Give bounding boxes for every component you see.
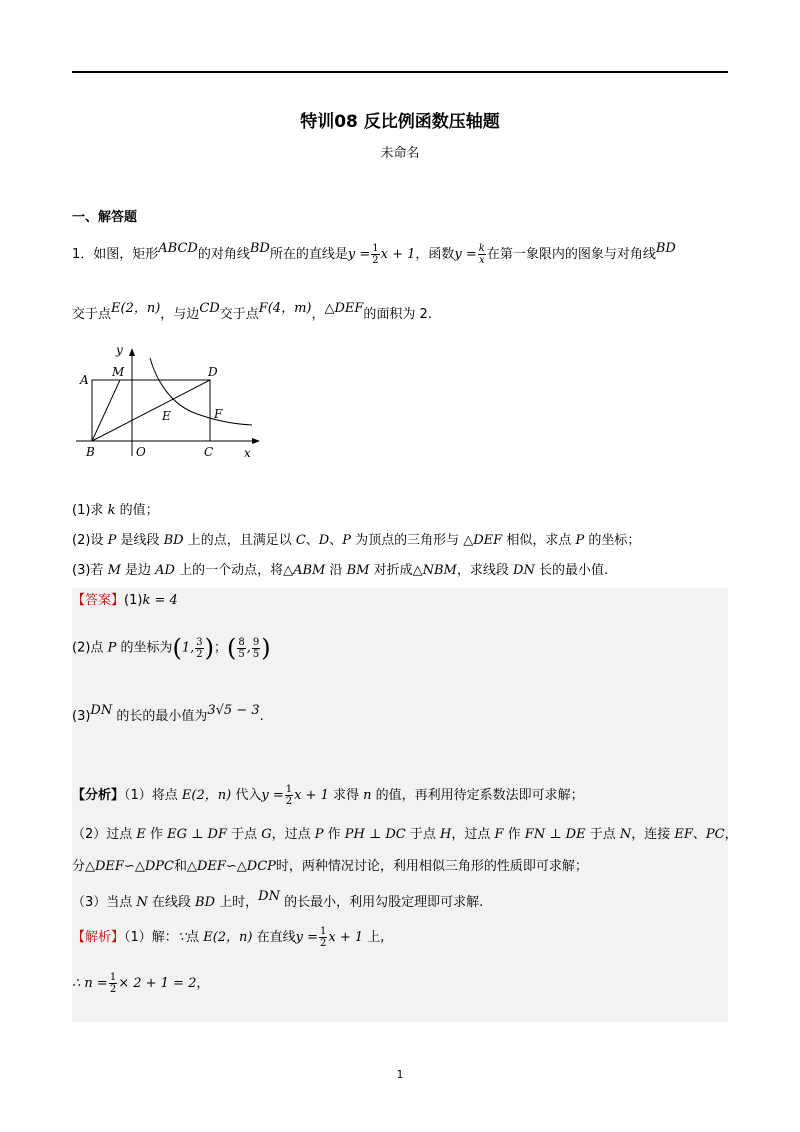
problem-text: 交于点 [219, 307, 259, 322]
answer-text: ； [213, 640, 227, 656]
question-text: 是边 [120, 563, 156, 578]
problem-text: 的对角线 [197, 247, 250, 262]
fraction [109, 972, 117, 995]
analysis-line-4 [72, 886, 483, 914]
answer-text: (3) [72, 709, 91, 724]
analysis-text: 、 [692, 827, 706, 842]
analysis-text: 作 [503, 827, 525, 842]
analysis-text: ，连接 [631, 827, 675, 842]
label-o: O [136, 445, 146, 459]
solution-text: ， [196, 976, 210, 991]
diagonal-bd [92, 380, 210, 441]
math-ad: AD [155, 563, 175, 578]
page-number: 1 [396, 1068, 404, 1081]
math-dn: DN [513, 563, 535, 578]
math-line-y: y = [295, 930, 319, 945]
question-text: 上的一个动点，将 [174, 563, 284, 578]
label-e: E [162, 409, 171, 423]
math-triangle-abm: △ABM [283, 563, 326, 578]
paren: ( [172, 634, 182, 662]
math-abcd: ABCD [158, 241, 198, 256]
math-n: N [136, 895, 148, 910]
page-subtitle: 未命名 [380, 146, 420, 161]
question-text: (1)求 [72, 503, 108, 518]
label-m: M [112, 365, 125, 379]
page-title: 特训08 反比例函数压轴题 [300, 112, 500, 132]
answer-text: . [259, 709, 264, 724]
solution-text: 在直线 [252, 930, 296, 945]
analysis-text: 于点 [585, 827, 620, 842]
math-bd: BD [655, 241, 676, 256]
math-point-f: F(4，m) [258, 301, 312, 316]
question-text: 上的点，且满足以 [183, 533, 296, 548]
fraction [319, 926, 327, 949]
question-text: 、 [305, 533, 319, 548]
math-dn: DN [90, 703, 113, 718]
question-1 [72, 500, 159, 522]
label-b: B [86, 445, 95, 459]
math-line-y: y = [347, 247, 371, 262]
fraction [371, 243, 379, 266]
analysis-line-3 [72, 856, 588, 878]
fraction-denominator: 5 [252, 648, 260, 660]
math-calculation: × 2 + 1 = 2 [118, 976, 197, 991]
question-text: 的值； [115, 503, 159, 518]
question-text: 是线段 [116, 533, 164, 548]
fraction-numerator: 1 [372, 243, 379, 254]
math-h: H [440, 827, 452, 842]
analysis-text: 于点 [226, 827, 262, 842]
problem-line-2 [72, 298, 432, 326]
fraction-denominator: x [478, 255, 485, 266]
math-g: G [261, 827, 272, 842]
problem-text: 在第一象限内的图象与对角线 [486, 247, 656, 262]
math-p: P [107, 640, 117, 656]
math-n: N [619, 827, 632, 842]
analysis-line-1 [72, 784, 584, 807]
math-point-e: E(2，n) [111, 301, 161, 316]
math-n: n [363, 788, 372, 803]
math-line-tail: x + 1 [328, 930, 364, 945]
math-k-equals: k = 4 [142, 593, 178, 608]
problem-line-1 [72, 238, 676, 266]
question-text: 相似，求点 [502, 533, 576, 548]
solution-line-1 [72, 926, 384, 949]
math-bd: BD [249, 241, 270, 256]
problem-text: ， [311, 307, 325, 322]
math-e: E [136, 827, 146, 842]
answer-line-3 [72, 700, 264, 728]
analysis-text: 代入 [231, 788, 262, 803]
x-axis-arrow [252, 438, 260, 444]
answer-line-1 [72, 590, 178, 612]
analysis-tag: 【分析】 [72, 788, 125, 803]
math-line-tail: x + 1 [294, 788, 329, 803]
math-n-equals: ∴ n = [72, 976, 108, 991]
solution-text: （1）解： [124, 930, 178, 945]
label-c: C [204, 445, 214, 459]
math-similar-1: △DEF∽△DPC [85, 859, 174, 874]
analysis-text: （1）将点 [124, 788, 182, 803]
section-heading: 一、解答题 [72, 210, 138, 225]
segment-bm [92, 380, 120, 441]
math-bd: BD [195, 895, 216, 910]
math-triangle-def: △DEF [463, 533, 503, 548]
label-f: F [214, 407, 223, 421]
analysis-text: 的长最小，利用勾股定理即可求解. [279, 895, 484, 910]
question-2 [72, 530, 640, 552]
fraction [252, 637, 260, 660]
fraction-denominator: 5 [238, 648, 245, 660]
math-point-e: E(2，n) [181, 788, 232, 803]
math-min-value: 3√5 − 3 [207, 703, 260, 718]
analysis-text: 分 [72, 859, 86, 874]
math-cd: CD [199, 301, 220, 316]
y-axis-arrow [129, 348, 135, 356]
label-x: x [244, 446, 251, 460]
fraction [237, 637, 245, 660]
fraction-numerator: 9 [252, 636, 260, 648]
math-f: F [494, 827, 504, 842]
analysis-text: （3）当点 [72, 895, 137, 910]
analysis-text: ，过点 [271, 827, 315, 842]
fraction-numerator: 1 [109, 972, 117, 983]
answer-text: (1) [124, 593, 143, 608]
analysis-text: 求得 [328, 788, 364, 803]
math-k: k [107, 503, 116, 518]
solution-tag: 【解析】 [72, 930, 125, 945]
analysis-text: 和 [173, 859, 187, 874]
math-c: C [295, 533, 306, 548]
question-text: ，求线段 [456, 563, 514, 578]
problem-text: 所在的直线是 [269, 247, 348, 262]
because-symbol: ∵ [177, 930, 187, 945]
math-fn-perp: FN ⊥ DE [524, 827, 586, 842]
analysis-text: 于点 [405, 827, 441, 842]
question-text: 、 [329, 533, 343, 548]
math-similar-2: △DEF∽△DCP [186, 859, 276, 874]
problem-text: ，与边 [160, 307, 200, 322]
label-a: A [80, 373, 89, 387]
fraction-denominator: 2 [196, 648, 203, 660]
analysis-text: （2）过点 [72, 827, 137, 842]
fraction-denominator: 2 [285, 796, 293, 807]
comma: , [246, 640, 251, 656]
math-p: P [342, 533, 351, 548]
analysis-text: ， [724, 827, 738, 842]
fraction-denominator: 2 [109, 984, 117, 995]
answer-line-2 [72, 628, 271, 669]
answer-tag: 【答案】 [72, 593, 125, 608]
question-text: (2)设 [72, 533, 108, 548]
math-line-y: y = [261, 788, 284, 803]
math-bd: BD [163, 533, 184, 548]
analysis-text: 作 [323, 827, 345, 842]
math-p: P [575, 533, 585, 548]
question-text: (3)若 [72, 563, 108, 578]
math-pc: PC [705, 827, 725, 842]
math-coordinate: 1, [181, 640, 195, 656]
question-text: 沿 [325, 563, 347, 578]
answer-text: 的长的最小值为 [112, 709, 208, 724]
fraction-numerator: 1 [320, 926, 327, 937]
problem-text: 1．如图，矩形 [72, 247, 159, 262]
paren: ( [227, 634, 237, 662]
analysis-text: 作 [145, 827, 168, 842]
question-3 [72, 560, 608, 582]
math-func-y: y = [454, 247, 477, 262]
label-d: D [208, 365, 218, 379]
fraction-denominator: 2 [320, 938, 327, 949]
math-p: P [314, 827, 324, 842]
math-p: P [107, 533, 117, 548]
fraction-numerator: 1 [285, 784, 293, 795]
math-point-e: E(2，n) [203, 930, 253, 945]
math-triangle-def: △DEF [324, 301, 364, 316]
paren: ) [204, 634, 214, 662]
question-text: 为顶点的三角形与 [351, 533, 464, 548]
question-text: 的坐标； [584, 533, 641, 548]
problem-text: 交于点 [72, 307, 112, 322]
paren: ) [261, 634, 271, 662]
math-m: M [107, 563, 121, 578]
fraction-numerator: 8 [238, 636, 245, 648]
solution-text: 点 [186, 930, 204, 945]
answer-text: 的坐标为 [116, 640, 173, 656]
analysis-text: ，过点 [451, 827, 495, 842]
solution-line-2 [72, 972, 209, 995]
question-text: 长的最小值. [534, 563, 609, 578]
analysis-text: 时，两种情况讨论，利用相似三角形的性质即可求解； [275, 859, 588, 874]
analysis-text: 的值，再利用待定系数法即可求解； [371, 788, 584, 803]
math-d: D [318, 533, 330, 548]
math-ef: EF [674, 827, 693, 842]
answer-text: (2)点 [72, 640, 108, 656]
label-y: y [116, 343, 123, 357]
analysis-line-2 [72, 824, 738, 846]
fraction [478, 243, 486, 266]
math-triangle-nbm: △NBM [412, 563, 457, 578]
math-line-tail: x + 1 [380, 247, 416, 262]
fraction [195, 637, 203, 660]
math-eg-perp: EG ⊥ DF [167, 827, 227, 842]
problem-text: 的面积为 2. [363, 307, 432, 322]
top-rule [72, 71, 728, 73]
math-bm: BM [346, 563, 370, 578]
fraction-denominator: 2 [372, 255, 379, 266]
math-ph-perp: PH ⊥ DC [344, 827, 406, 842]
problem-text: ，函数 [415, 247, 455, 262]
fraction-numerator: 3 [196, 636, 203, 648]
geometry-figure [72, 340, 272, 465]
question-text: 对折成 [369, 563, 413, 578]
fraction-numerator: k [478, 243, 485, 254]
solution-text: 上, [363, 930, 385, 945]
fraction [285, 784, 293, 807]
analysis-text: 在线段 [147, 895, 196, 910]
analysis-text: 上时， [215, 895, 259, 910]
math-dn: DN [258, 889, 280, 904]
